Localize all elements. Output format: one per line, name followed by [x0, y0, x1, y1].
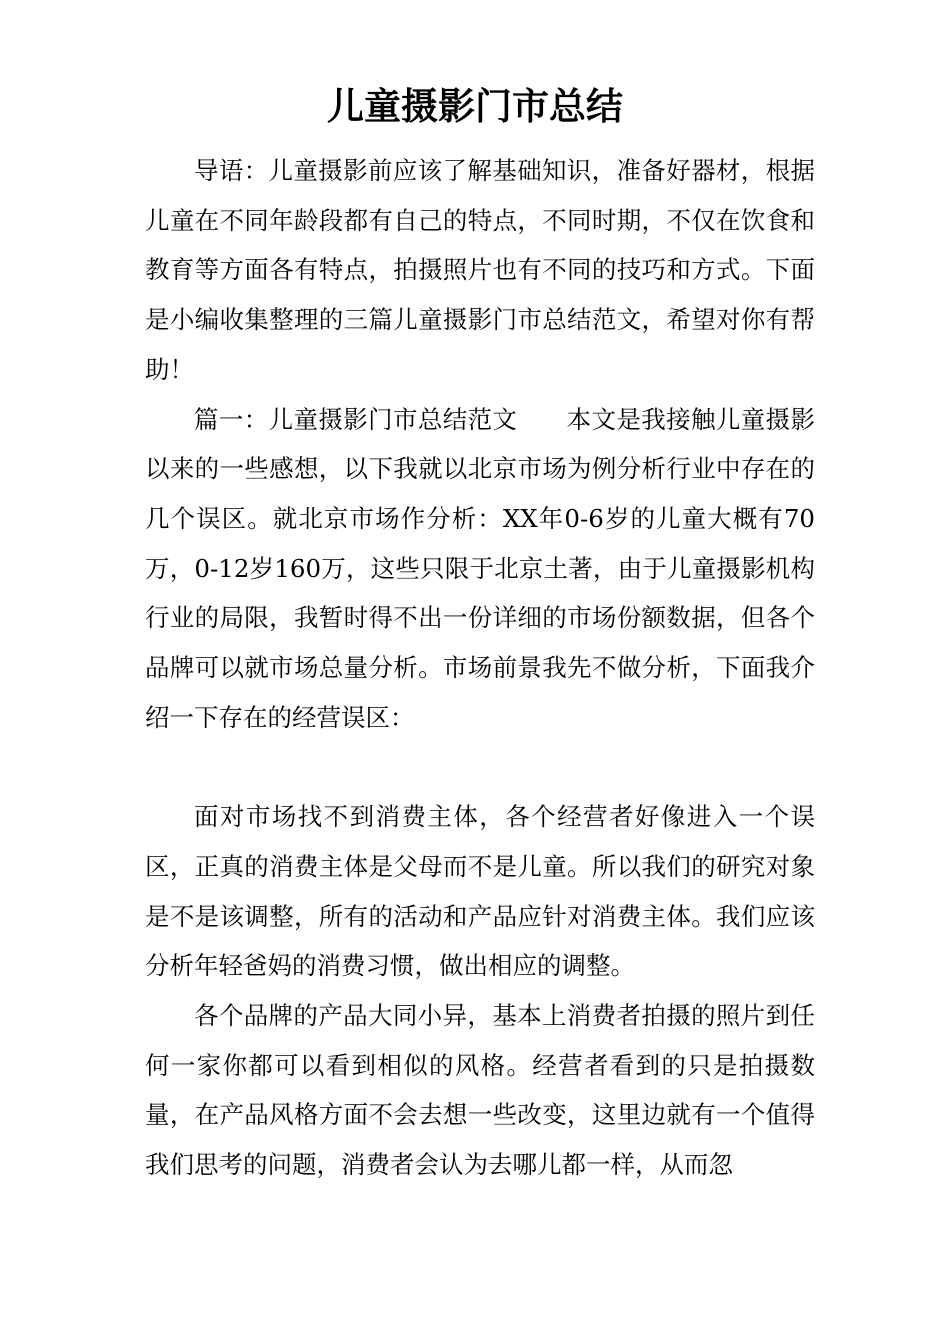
section1-heading: 篇一：儿童摄影门市总结范文 [194, 404, 518, 434]
blank-line [145, 742, 815, 792]
document-body [145, 146, 815, 1190]
paragraph-product-style: 各个品牌的产品大同小异，基本上消费者拍摄的照片到任何一家你都可以看到相似的风格。经营者看到的只是拍摄数量，在产品风格方面不会去想一些改变，这里边就有一个值得我们思考的问题，消费者会认为去哪儿都一样，从而忽 [145, 1000, 815, 1180]
document-title: 儿童摄影门市总结 [327, 84, 623, 128]
intro-paragraph: 导语：儿童摄影前应该了解基础知识，准备好器材，根据儿童在不同年龄段都有自己的特点，不同时期，不仅在饮食和教育等方面各有特点，拍摄照片也有不同的技巧和方式。下面是小编收集整理的三篇儿童摄影门市总结范文，希望对你有帮助！ [145, 156, 815, 384]
section1-paragraph [145, 395, 815, 743]
section1-text: 本文是我接触儿童摄影以来的一些感想，以下我就以北京市场为例分析行业中存在的几个误区。就北京市场作分析：XX年0-6岁的儿童大概有70万，0-12岁160万，这些只限于北京土著，由于儿童摄影机构行业的局限，我暂时得不出一份详细的市场份额数据，但各个品牌可以就市场总量分析。市场前景我先不做分析，下面我介绍一下存在的经营误区： [145, 404, 816, 732]
paragraph-consumer-subject: 面对市场找不到消费主体，各个经营者好像进入一个误区，正真的消费主体是父母而不是儿童。所以我们的研究对象是不是该调整，所有的活动和产品应针对消费主体。我们应该分析年轻爸妈的消费习惯，做出相应的调整。 [145, 802, 815, 981]
